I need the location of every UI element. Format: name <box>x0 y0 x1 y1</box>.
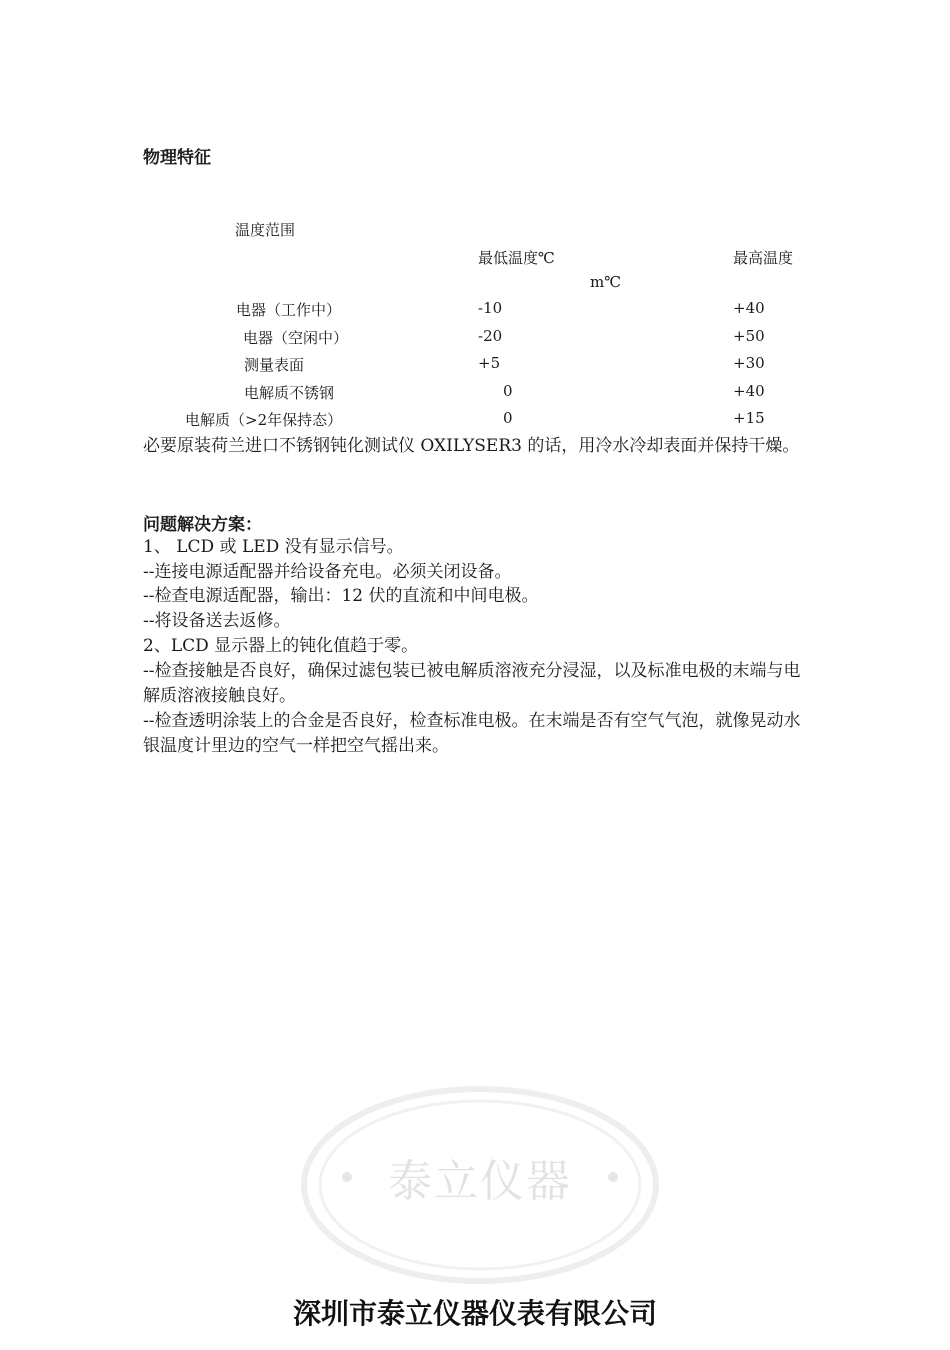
section-title-troubleshooting: 问题解决方案： <box>143 515 262 535</box>
list-item: --将设备送去返修。 <box>143 611 291 631</box>
list-item: 1、 LCD 或 LED 没有显示信号。 <box>143 537 404 557</box>
section-title-physical: 物理特征 <box>143 148 211 168</box>
table-row-min: -10 <box>478 299 503 317</box>
table-row-max: +30 <box>733 354 765 372</box>
table-row-min: -20 <box>478 327 503 345</box>
table-row-max: +40 <box>733 382 765 400</box>
header-min-temp: 最低温度℃ <box>478 249 555 267</box>
table-row-label: 电器（空闲中） <box>243 329 349 347</box>
table-row-max: +40 <box>733 299 765 317</box>
table-row-max: +15 <box>733 409 765 427</box>
table-caption: 温度范围 <box>235 221 296 239</box>
list-item: --检查透明涂装上的合金是否良好，检查标准电极。在末端是否有空气气泡，就像晃动水银温度计里边的空气一样把空气摇出来。 <box>143 711 801 756</box>
list-item: --检查接触是否良好，确保过滤包装已被电解质溶液充分浸湿，以及标准电极的末端与电解质溶液接触良好。 <box>143 661 801 706</box>
table-row-min: 0 <box>503 409 513 427</box>
note-paragraph: 必要原装荷兰进口不锈钢钝化测试仪 OXILYSER3 的话，用冷水冷却表面并保持干燥。 <box>143 436 800 456</box>
table-row-label: 电解质不锈钢 <box>244 384 335 402</box>
table-row-min: 0 <box>503 382 513 400</box>
header-max-temp: 最高温度 <box>733 249 794 267</box>
list-item: --连接电源适配器并给设备充电。必须关闭设备。 <box>143 562 512 582</box>
table-row-label: 电解质（>2年保持态） <box>185 411 343 429</box>
table-row-max: +50 <box>733 327 765 345</box>
table-row-min: +5 <box>478 354 501 372</box>
list-item: --检查电源适配器，输出：12 伏的直流和中间电极。 <box>143 586 539 606</box>
watermark-text: 泰立仪器 <box>388 1156 572 1207</box>
list-item: 2、LCD 显示器上的钝化值趋于零。 <box>143 636 419 656</box>
footer-company-name: 深圳市泰立仪器仪表有限公司 <box>292 1297 657 1330</box>
table-row-label: 电器（工作中） <box>236 301 342 319</box>
table-row-label: 测量表面 <box>244 356 305 374</box>
header-unit: m℃ <box>590 273 622 291</box>
